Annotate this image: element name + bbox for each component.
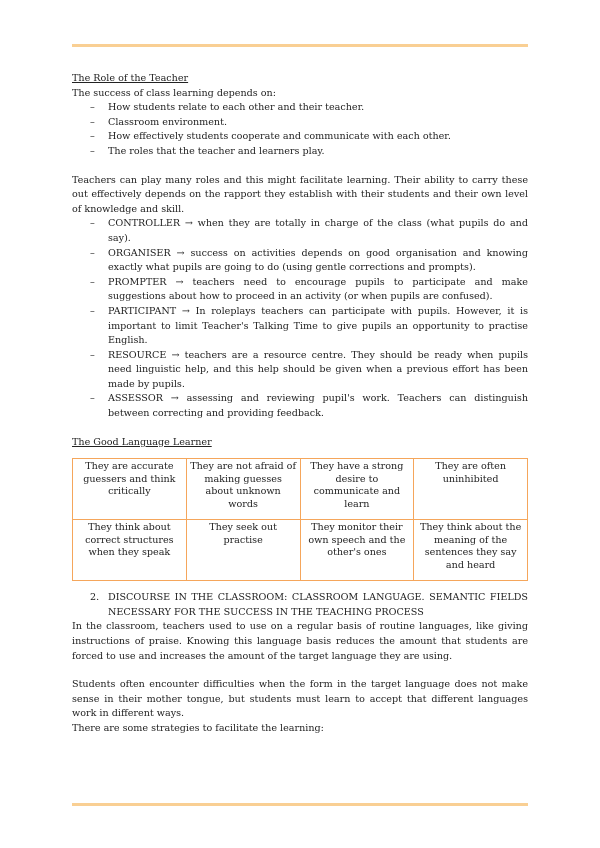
discourse-paragraph-2: Students often encounter difficulties when the form in the target language does not make sense in their mother tongue, but students must learn to accept that different languages work in different ways. xyxy=(72,679,528,720)
list-item xyxy=(108,217,528,246)
section-number: 2. xyxy=(90,592,100,604)
role-desc: → teachers are a resource centre. They should be ready when pupils need linguistic help, and this help should be given when a previous effort has been made by pupils. xyxy=(108,349,528,390)
learner-table xyxy=(72,458,528,581)
role-name: RESOURCE xyxy=(108,349,167,361)
list-item xyxy=(108,305,528,349)
learner-heading: The Good Language Learner xyxy=(72,436,212,448)
role-desc: → In roleplays teachers can participate with pupils. However, it is important to limit Teacher's Talking Time to give pupils an opportunity to practise English. xyxy=(108,305,528,347)
table-cell: They think about correct structures when they speak xyxy=(73,520,187,581)
table-row xyxy=(73,520,528,581)
role-heading: The Role of the Teacher xyxy=(72,73,189,84)
role-name: PARTICIPANT xyxy=(108,305,177,317)
table-cell: They are accurate guessers and think critically xyxy=(73,459,187,520)
roles-paragraph: Teachers can play many roles and this might facilitate learning. Their ability to carry these out effectively depends on the rapport they establish with their students and their own level of knowledge and skill. xyxy=(72,174,528,215)
role-desc: → success on activities depends on good organisation and knowing exactly what pupils are going to do (using gentle corrections and prompts). xyxy=(108,247,528,274)
list-item: – How effectively students cooperate and communicate with each other. xyxy=(108,130,528,145)
discourse-paragraph-1: In the classroom, teachers used to use on a regular basis of routine languages, like giving instructions of praise. Knowing this language basis reduces the amount that students are forced to use and increases the amount of the target language they are using. xyxy=(72,621,528,662)
role-name: CONTROLLER xyxy=(108,218,181,230)
table-cell: They think about the meaning of the sentences they say and heard xyxy=(414,520,528,581)
role-desc: → teachers need to encourage pupils to participate and make suggestions about how to proceed in an activity (or when pupils are confused). xyxy=(108,276,528,303)
table-cell: They are not afraid of making guesses about unknown words xyxy=(186,459,300,520)
role-name: PROMPTER xyxy=(108,276,167,288)
section-title-text: DISCOURSE IN THE CLASSROOM: CLASSROOM LANGUAGE. SEMANTIC FIELDS NECESSARY FOR THE SUCCESS IN THE TEACHING PROCESS xyxy=(108,592,528,618)
list-item: – The roles that the teacher and learners play. xyxy=(108,145,528,160)
role-list xyxy=(72,217,528,421)
role-intro: The success of class learning depends on: xyxy=(72,87,276,99)
list-item xyxy=(108,349,528,393)
list-item xyxy=(108,276,528,305)
footer-rule xyxy=(72,803,528,806)
table-row xyxy=(73,459,528,520)
role-name: ASSESSOR xyxy=(108,393,163,405)
table-cell: They seek out practise xyxy=(186,520,300,581)
list-item xyxy=(108,247,528,276)
list-item: – How students relate to each other and their teacher. xyxy=(108,101,528,116)
factor-list xyxy=(72,101,528,159)
list-item: – Classroom environment. xyxy=(108,116,528,131)
discourse-paragraph-3: There are some strategies to facilitate the learning: xyxy=(72,723,324,734)
header-rule xyxy=(72,44,528,47)
table-cell: They have a strong desire to communicate and learn xyxy=(300,459,414,520)
section-title xyxy=(72,591,528,620)
table-cell: They monitor their own speech and the other's ones xyxy=(300,520,414,581)
table-cell: They are often uninhibited xyxy=(414,459,528,520)
role-name: ORGANISER xyxy=(108,247,171,259)
role-desc: → assessing and reviewing pupil's work. Teachers can distinguish between correcting and providing feedback. xyxy=(108,393,528,420)
role-desc: → when they are totally in charge of the class (what pupils do and say). xyxy=(108,218,528,244)
list-item xyxy=(108,392,528,421)
page-content xyxy=(72,72,528,737)
